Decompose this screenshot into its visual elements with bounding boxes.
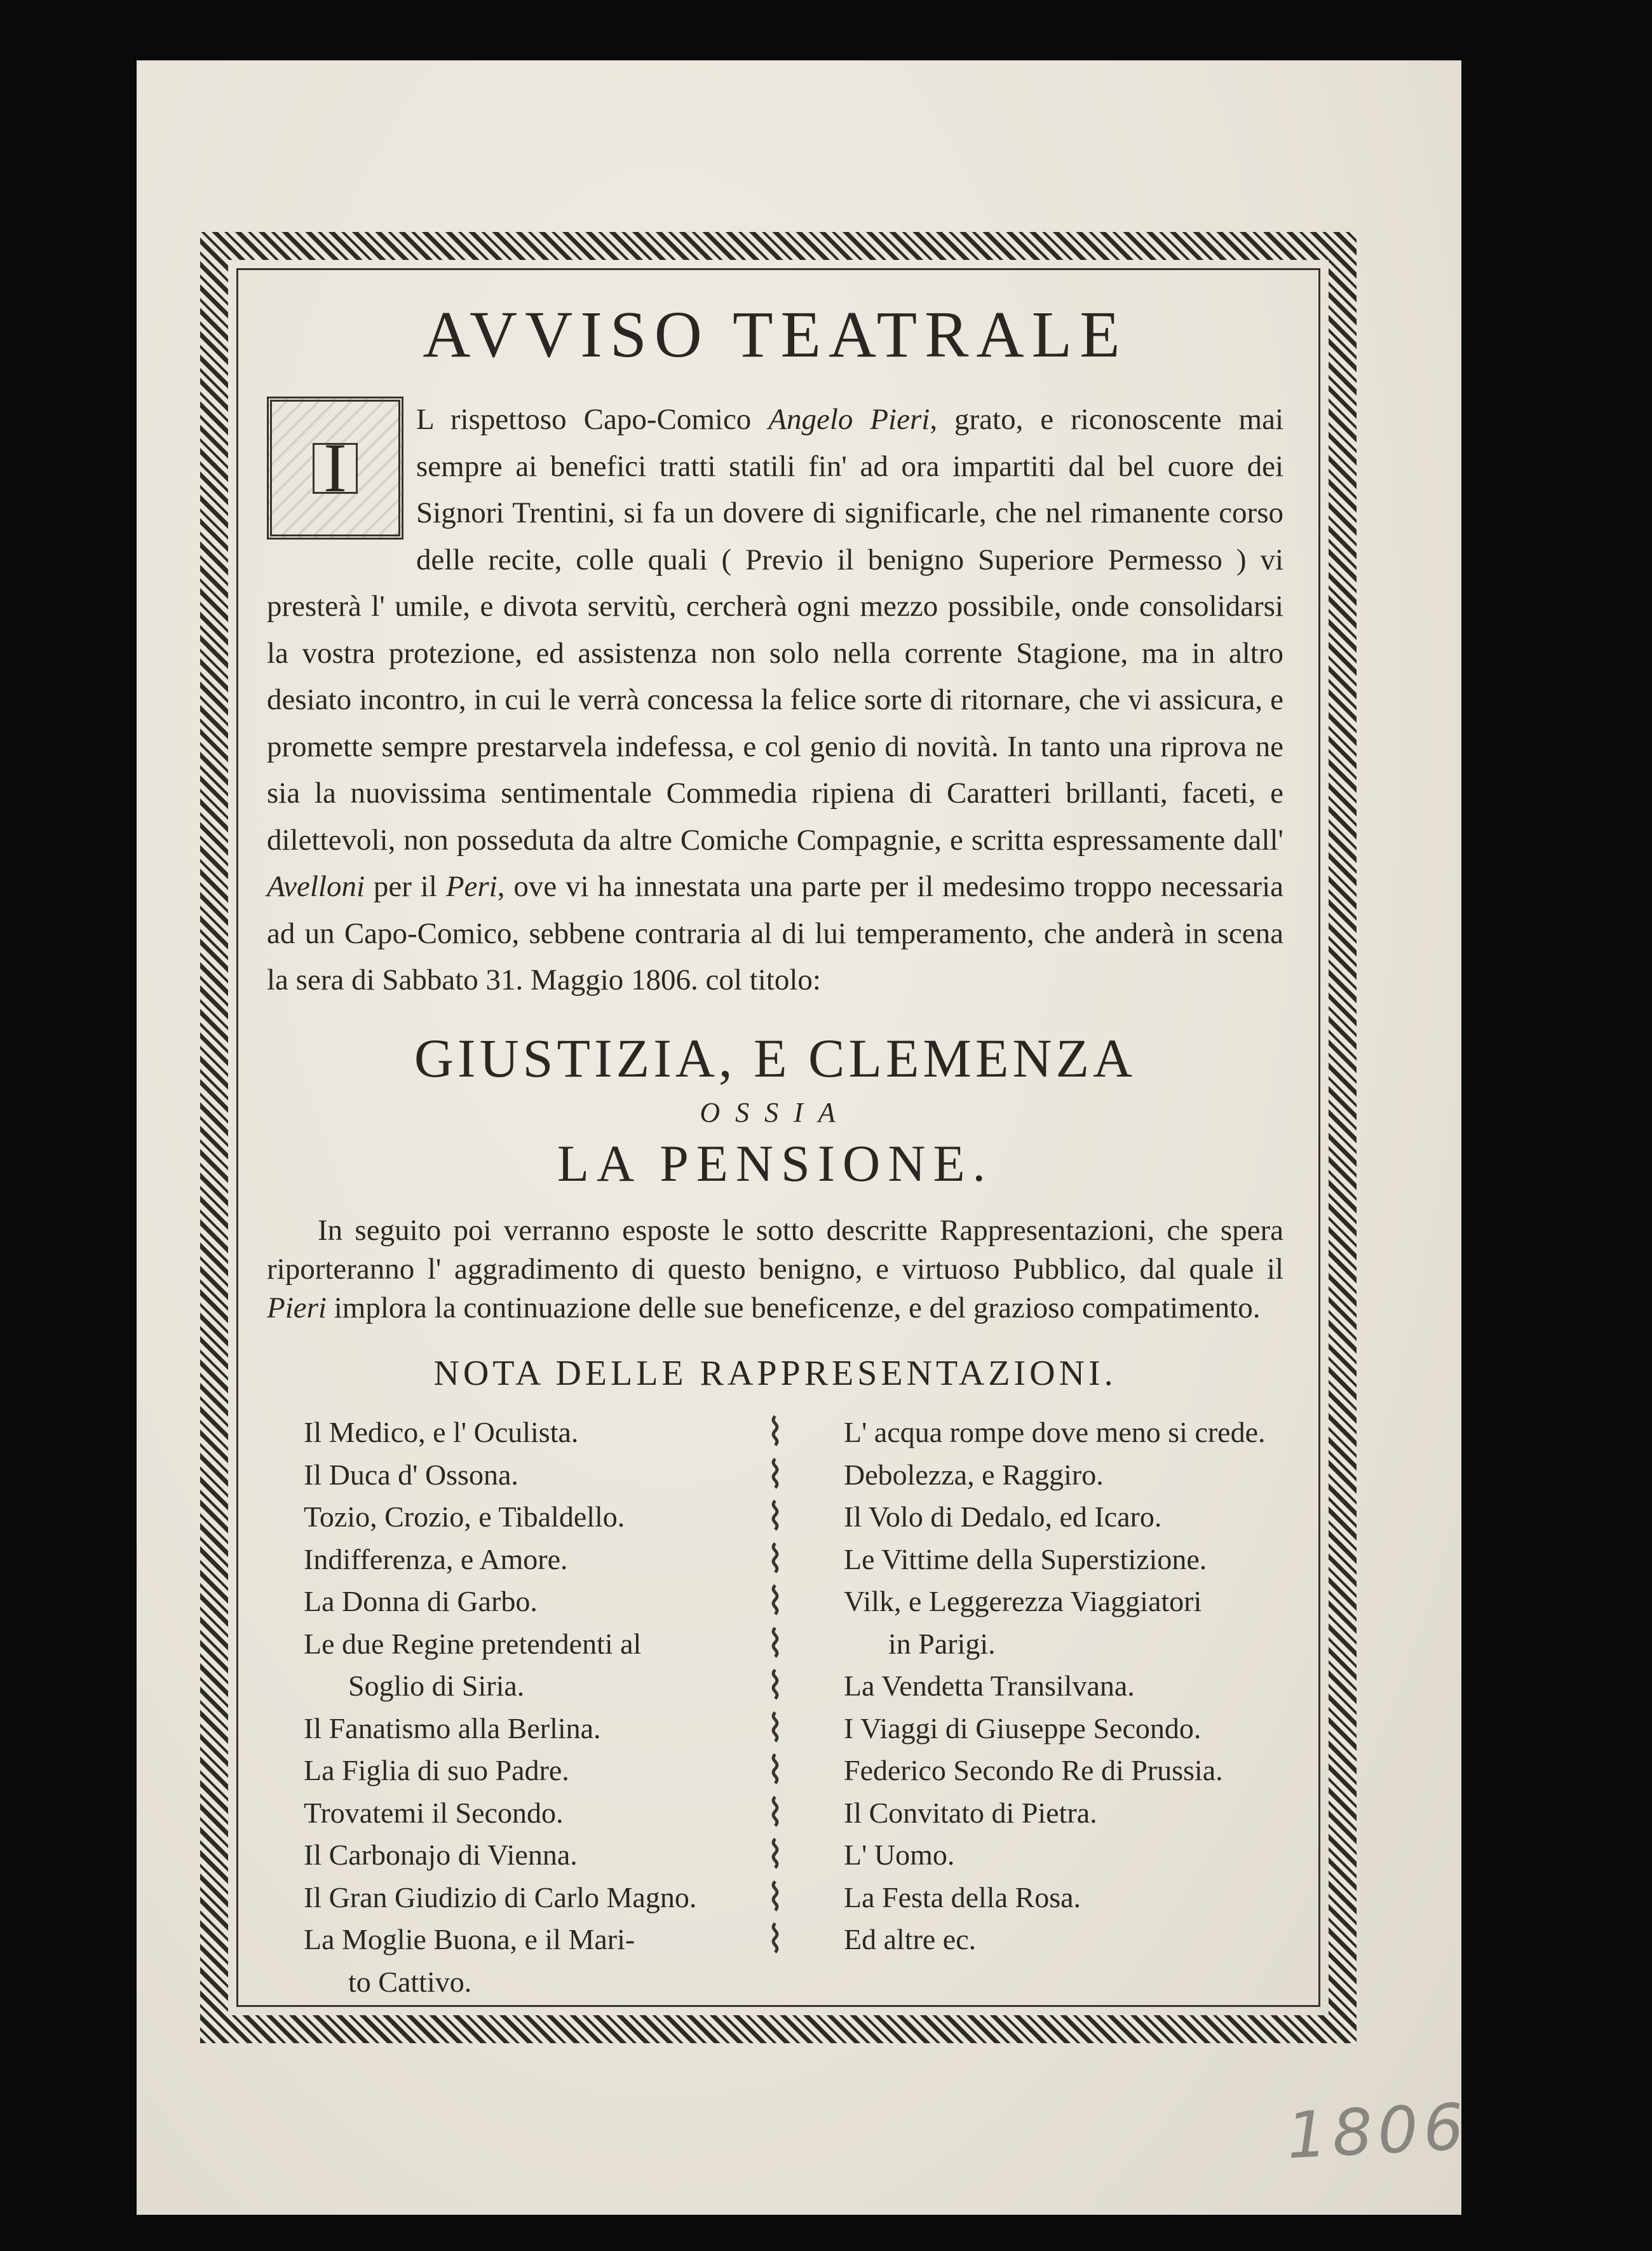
list-item: Il Carbonajo di Vienna.	[304, 1839, 578, 1872]
second-text-2: implora la continuazione delle sue beneficenze, e del grazioso compatimento.	[326, 1291, 1261, 1325]
second-paragraph	[267, 1211, 1283, 1328]
list-item: Debolezza, e Raggiro.	[844, 1458, 1104, 1491]
list-item: Vilk, e Leggerezza Viaggiatori	[844, 1585, 1202, 1618]
list-item: Soglio di Siria.	[348, 1670, 525, 1703]
list-item: Il Duca d' Ossona.	[304, 1458, 518, 1491]
list-item: Tozio, Crozio, e Tibaldello.	[304, 1500, 625, 1534]
ossia-label: OSSIA	[700, 1096, 851, 1128]
list-item: Indifferenza, e Amore.	[304, 1542, 568, 1575]
list-item: Trovatemi il Secondo.	[304, 1796, 564, 1829]
list-item: Il Fanatismo alla Berlina.	[304, 1711, 601, 1744]
intro-text-3: per il	[365, 870, 446, 904]
list-item: L' Uomo.	[844, 1839, 955, 1872]
name-peri: Peri	[445, 870, 498, 904]
name-angelo-pieri: Angelo Pieri	[768, 403, 930, 437]
list-item: Il Medico, e l' Oculista.	[304, 1416, 579, 1449]
list-item: Il Volo di Dedalo, ed Icaro.	[844, 1500, 1162, 1534]
list-item: La Vendetta Transilvana.	[844, 1670, 1135, 1703]
list-item: L' acqua rompe dove meno si crede.	[844, 1416, 1266, 1449]
play-title: GIUSTIZIA, E CLEMENZA	[414, 1027, 1137, 1089]
list-item: to Cattivo.	[348, 1965, 472, 1998]
right-column	[794, 1411, 1283, 2003]
list-item: Ed altre ec.	[844, 1923, 977, 1956]
wavy-separator: ⌇ ⌇ ⌇ ⌇ ⌇ ⌇ ⌇ ⌇ ⌇ ⌇ ⌇ ⌇ ⌇	[766, 1411, 785, 1961]
intro-text-1: L rispettoso Capo-Comico	[416, 403, 769, 437]
performances-list	[267, 1411, 1283, 2003]
list-item: in Parigi.	[888, 1627, 996, 1660]
list-item: La Festa della Rosa.	[844, 1880, 1081, 1914]
notice-content	[267, 273, 1283, 2003]
list-item: La Donna di Garbo.	[304, 1585, 538, 1618]
intro-text-2: , grato, e riconoscente mai sempre ai benefici tratti statili fin' ad ora impartiti dal bel cuore dei Signori Trentini, si fa un dovere di significarle, che nel rimanente corso delle recite, colle quali ( Previo il benigno Superiore Permesso ) vi presterà l' umile, e divota servitù, cercherà ogni mezzo possibile, onde consolidarsi la vostra protezione, ed assistenza non solo nella corrente Stagione, ma in altro desiato incontro, in cui le verrà concessa la felice sorte di ritornare, che vi assicura, e promette sempre prestarvela indefessa, e col genio di novità. In tanto una riprova ne sia la nuovissima sentimentale Commedia ripiena di Caratteri brillanti, faceti, e dilettevoli, non posseduta da altre Comiche Compagnie, e scritta espressamente dall'	[267, 403, 1283, 857]
list-item: La Moglie Buona, e il Mari-	[304, 1923, 635, 1956]
list-item: Federico Secondo Re di Prussia.	[844, 1754, 1223, 1787]
name-avelloni: Avelloni	[267, 870, 365, 904]
left-column	[267, 1411, 756, 2003]
initial-letter: I	[313, 443, 358, 494]
nota-heading: NOTA DELLE RAPPRESENTAZIONI.	[433, 1354, 1117, 1394]
list-item: La Figlia di suo Padre.	[304, 1754, 569, 1787]
decorated-initial	[267, 397, 403, 540]
play-subtitle: LA PENSIONE.	[557, 1134, 994, 1192]
name-pieri: Pieri	[267, 1291, 327, 1325]
intro-paragraph	[267, 397, 1283, 1004]
second-text-1: In seguito poi verranno esposte le sotto descritte Rappresentazioni, che spera riporteranno l' aggradimento di questo benigno, e virtuoso Pubblico, dal quale il	[267, 1214, 1283, 1286]
handwritten-year: 1806	[1285, 2089, 1471, 2173]
list-item: Le due Regine pretendenti al	[304, 1627, 642, 1660]
list-item: Il Convitato di Pietra.	[844, 1796, 1097, 1829]
list-item: Il Gran Giudizio di Carlo Magno.	[304, 1880, 697, 1914]
list-item: Le Vittime della Superstizione.	[844, 1542, 1207, 1575]
list-item: I Viaggi di Giuseppe Secondo.	[844, 1711, 1202, 1744]
intro-text-4: , ove vi ha innestata una parte per il medesimo troppo necessaria ad un Capo-Comico, sebbene contraria al di lui temperamento, che anderà in scena la sera di Sabbato 31. Maggio 1806. col titolo:	[267, 870, 1283, 997]
notice-title: AVVISO TEATRALE	[423, 298, 1128, 371]
